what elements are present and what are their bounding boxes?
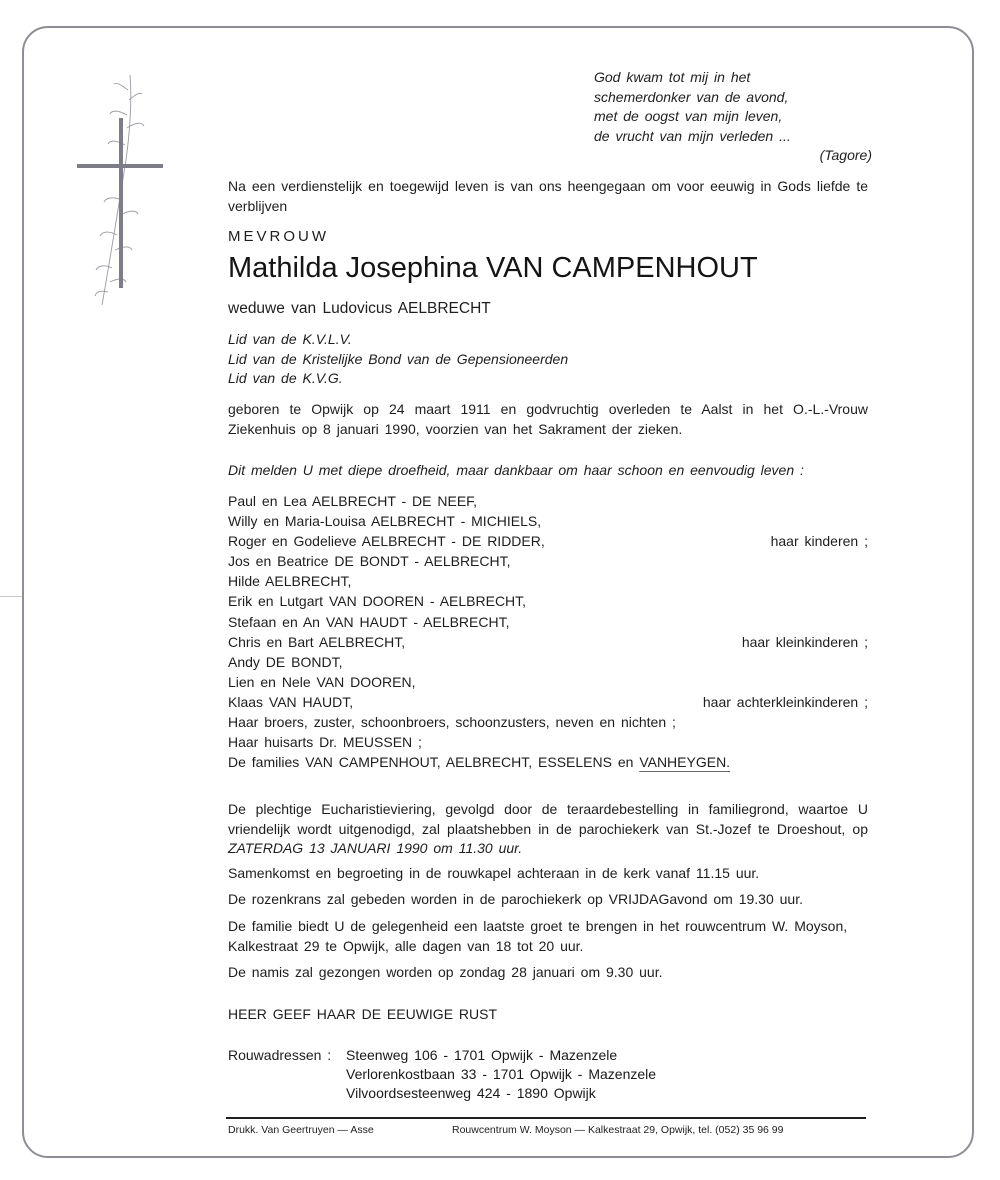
- family-name: Lien en Nele VAN DOOREN,: [228, 673, 416, 690]
- family-row: [228, 712, 868, 732]
- poem-quote: [594, 68, 874, 166]
- quote-line: met de oogst van mijn leven,: [594, 108, 783, 124]
- families-underlined: VANHEYGEN.: [639, 754, 731, 771]
- family-name: Willy en Maria-Louisa AELBRECHT - MICHIELS,: [228, 513, 542, 530]
- family-list: [228, 491, 868, 772]
- family-row: [228, 652, 868, 672]
- cross-with-branch-icon: [70, 70, 180, 315]
- family-name: Hilde AELBRECHT,: [228, 573, 352, 590]
- family-name: Roger en Godelieve AELBRECHT - DE RIDDER,: [228, 533, 545, 550]
- family-name: Haar huisarts Dr. MEUSSEN ;: [228, 734, 422, 751]
- gathering-text: Samenkomst en begroeting in de rouwkapel achteraan in de kerk vanaf 11.15 uur.: [228, 865, 760, 881]
- family-row: [228, 632, 868, 652]
- address-item: Verlorenkostbaan 33 - 1701 Opwijk - Mazenzele: [346, 1066, 657, 1082]
- family-row: [228, 692, 868, 712]
- address-item: Vilvoordsesteenweg 424 - 1890 Opwijk: [346, 1085, 596, 1101]
- addresses-list: [346, 1046, 656, 1103]
- intro-text: Na een verdienstelijk en toegewijd leven is van ons heengegaan om voor eeuwig in Gods liefde te verblijven: [228, 178, 868, 214]
- family-row: [228, 531, 868, 551]
- family-name: Klaas VAN HAUDT,: [228, 693, 354, 710]
- quote-attribution: (Tagore): [819, 147, 872, 163]
- quote-line: schemerdonker van de avond,: [594, 88, 789, 105]
- family-name: Haar broers, zuster, schoonbroers, schoonzusters, neven en nichten ;: [228, 714, 676, 731]
- family-role: haar achterkleinkinderen ;: [702, 693, 868, 710]
- family-role: haar kleinkinderen ;: [741, 633, 868, 650]
- family-name: Jos en Beatrice DE BONDT - AELBRECHT,: [228, 553, 511, 570]
- farewell-text: De familie biedt U de gelegenheid een laatste groet te brengen in het rouwcentrum W. Moyson, Kalkestraat 29 te Opwijk, alle dagen van 18 tot 20 uur.: [228, 918, 848, 954]
- families-prefix: De families VAN CAMPENHOUT, AELBRECHT, ESSELENS en: [228, 754, 640, 771]
- membership-item: Lid van de K.V.G.: [228, 370, 343, 386]
- quote-line: de vrucht van mijn verleden ...: [594, 127, 791, 144]
- family-row: [228, 571, 868, 591]
- membership-item: Lid van de Kristelijke Bond van de Gepensioneerden: [228, 350, 569, 367]
- family-row: [228, 551, 868, 571]
- family-row: [228, 732, 868, 752]
- membership-item: Lid van de K.V.L.V.: [228, 331, 352, 347]
- mass-text: De namis zal gezongen worden op zondag 28 januari om 9.30 uur.: [228, 964, 663, 980]
- family-row: [228, 591, 868, 611]
- family-name: Stefaan en An VAN HAUDT - AELBRECHT,: [228, 613, 510, 630]
- ceremony-text: [228, 800, 868, 859]
- family-name: Paul en Lea AELBRECHT - DE NEEF,: [228, 493, 478, 509]
- family-name: Chris en Bart AELBRECHT,: [228, 633, 406, 650]
- quote-line: God kwam tot mij in het: [594, 69, 751, 85]
- family-row: [228, 491, 868, 511]
- announcement-text: Dit melden U met diepe droefheid, maar dankbaar om haar schoon en eenvoudig leven :: [228, 462, 804, 478]
- family-name: Erik en Lutgart VAN DOOREN - AELBRECHT,: [228, 593, 527, 610]
- family-name: Andy DE BONDT,: [228, 653, 343, 670]
- family-row: [228, 511, 868, 531]
- footer-funeral-home: Rouwcentrum W. Moyson — Kalkestraat 29, Opwijk, tel. (052) 35 96 99: [452, 1124, 784, 1136]
- widow-of: weduwe van Ludovicus AELBRECHT: [228, 300, 491, 317]
- birth-death-text: geboren te Opwijk op 24 maart 1911 en godvruchtig overleden te Aalst in het O.-L.-Vrouw Ziekenhuis op 8 januari 1990, voorzien van het Sakrament der zieken.: [228, 401, 868, 437]
- title-mevrouw: MEVROUW: [228, 228, 329, 245]
- family-row: [228, 612, 868, 632]
- footer-rule: [226, 1117, 866, 1119]
- family-row: [228, 672, 868, 692]
- address-item: Steenweg 106 - 1701 Opwijk - Mazenzele: [346, 1047, 618, 1063]
- closing-prayer: HEER GEEF HAAR DE EEUWIGE RUST: [228, 1006, 498, 1022]
- ceremony-body: De plechtige Eucharistieviering, gevolgd door de teraardebestelling in familiegrond, waartoe U vriendelijk wordt uitgenodigd, zal plaatshebben in de parochiekerk van St.-Jozef te Droeshout, op: [228, 801, 868, 837]
- rosary-text: De rozenkrans zal gebeden worden in de parochiekerk op VRIJDAGavond om 19.30 uur.: [228, 891, 803, 907]
- fold-mark: [0, 596, 22, 597]
- addresses-label: Rouwadressen :: [228, 1047, 332, 1063]
- family-role: haar kinderen ;: [770, 533, 868, 550]
- families-row: [228, 752, 868, 772]
- ceremony-date: ZATERDAG 13 JANUARI 1990 om 11.30 uur.: [228, 840, 523, 856]
- memberships-list: [228, 330, 568, 389]
- deceased-name: Mathilda Josephina VAN CAMPENHOUT: [228, 252, 758, 284]
- footer-printer: Drukk. Van Geertruyen — Asse: [228, 1124, 374, 1136]
